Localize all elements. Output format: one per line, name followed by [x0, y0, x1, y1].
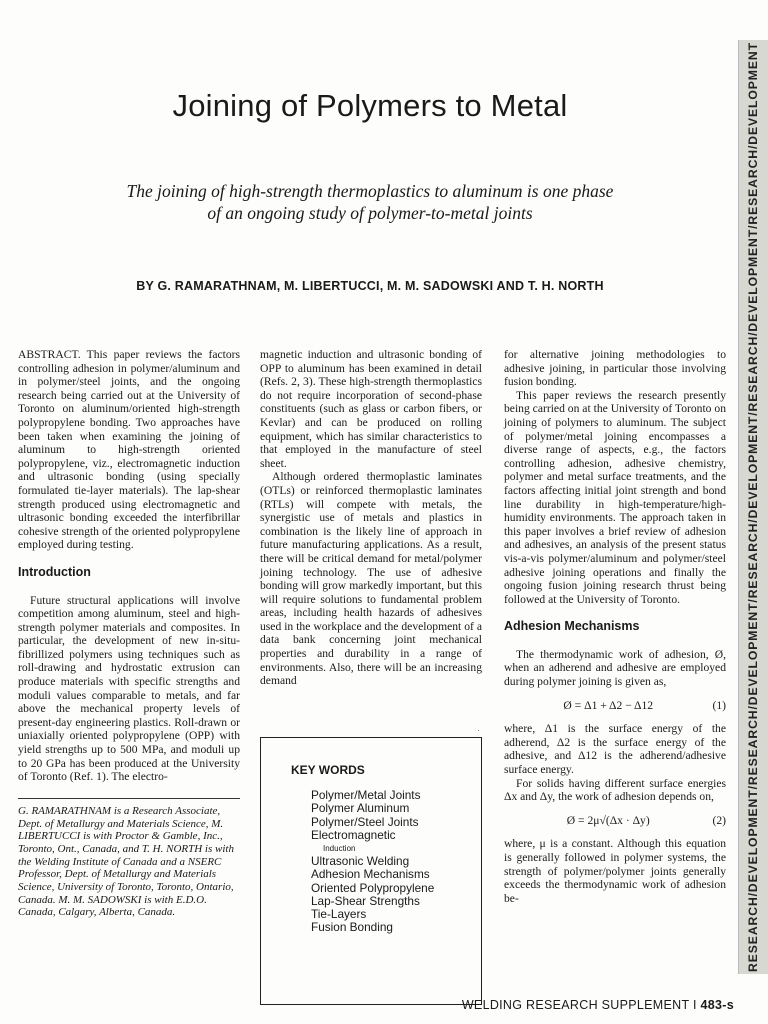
column-1 — [18, 348, 240, 919]
page-title: Joining of Polymers to Metal — [172, 88, 568, 123]
column-2 — [260, 348, 482, 688]
page-footer — [462, 998, 734, 1012]
article-subtitle — [40, 180, 700, 224]
introduction-paragraph: Future structural applications will involve competition among aluminum, steel and high-strength polymer materials and composites. In particular, the development of new in-situ-fibrillized polymers using techniques such as roll-drawing and hydrostatic extrusion can produce materials with specific strengths and moduli values comparable to metals, and far above the mechanical property levels of present-day engineering plastics. Roll-drawn or uniaxially oriented polypropylene (OPP) with yield strengths up to 500 MPa, and moduli up to 20 GPa has been produced at the University of Toronto (Ref. 1). The electro- — [18, 593, 240, 784]
keyword-item: Oriented Polypropylene — [311, 880, 435, 895]
equation-1-number: (1) — [712, 698, 726, 712]
keyword-item: Polymer/Steel Joints — [311, 814, 419, 829]
column-break-mark: · — [477, 725, 480, 735]
keywords-list — [311, 789, 481, 934]
keyword-item: Polymer Aluminum — [311, 801, 410, 816]
equation-2-expression: Ø = 2μ√(Δx · Δy) — [566, 813, 650, 827]
column-3 — [504, 348, 726, 905]
keyword-item: Adhesion Mechanisms — [311, 867, 430, 882]
subtitle-line-2: of an ongoing study of polymer-to-metal joints — [207, 203, 533, 223]
introduction-heading: Introduction — [18, 564, 91, 579]
col3-paragraph-2: This paper reviews the research presently being carried on at the University of Toronto on joining of polymers to aluminum. The subject of polymer/metal joining encompasses a diverse range of aspects, e.g., the factors controlling adhesion, adhesive chemistry, polymer and metal surface treatments, and the factors affecting initial joint strength and bond line durability in high-temperature/high-humidity environments. The approach taken in this paper involves a brief review of adhesion and adhesives, an analysis of the present status vis-a-vis polymer/aluminum and polymer/steel adhesive joining operations and finally the ongoing fusion joining research thrust being followed at the University of Toronto. — [504, 388, 726, 606]
author-bio — [18, 798, 240, 919]
keyword-item: Ultrasonic Welding — [311, 854, 410, 869]
keywords-box — [260, 737, 482, 1005]
keyword-item: Tie-Layers — [311, 907, 367, 922]
equation-1-expression: Ø = Δ1 + Δ2 − Δ12 — [563, 698, 654, 712]
journal-name: WELDING RESEARCH SUPPLEMENT I — [461, 998, 697, 1012]
abstract: ABSTRACT. This paper reviews the factors controlling adhesion in polymer/aluminum and in polymer/steel joints, and the ongoing research being carried out at the University of Toronto on aluminum/oriented high-strength polypropylene bonding. Two approaches have been taken when examining the joining of aluminum to high-strength oriented polypropylene, viz., electromagnetic induction and ultrasonic bonding (using specially formulated tie-layer materials). The lap-shear strength produced using electromagnetic and ultrasonic bonding exceeded the interfibrillar cohesive strength of the oriented polypropylene employed during testing. — [18, 348, 240, 552]
adhesion-mechanisms-heading: Adhesion Mechanisms — [504, 619, 640, 634]
keyword-item: Lap-Shear Strengths — [311, 893, 420, 908]
author-byline: BY G. RAMARATHNAM, M. LIBERTUCCI, M. M. SADOWSKI AND T. H. NORTH — [136, 279, 604, 293]
col3-paragraph-1: for alternative joining methodologies to adhesive joining, in particular those involving fusion bonding. — [504, 348, 726, 389]
equation-2-number: (2) — [712, 813, 726, 827]
page-number: 483-s — [700, 998, 734, 1012]
equation-2 — [504, 814, 726, 828]
col3-paragraph-5: For solids having different surface energies Δx and Δy, the work of adhesion depends on, — [504, 776, 726, 804]
col3-paragraph-4: where, Δ1 is the surface energy of the adherend, Δ2 is the surface energy of the adhesive, and Δ12 is the adherend/adhesive surface energy. — [504, 722, 726, 777]
subtitle-line-1: The joining of high-strength thermoplastics to aluminum is one phase — [126, 181, 614, 201]
keyword-item: Electromagnetic — [311, 827, 396, 842]
col3-paragraph-6: where, μ is a constant. Although this equation is generally followed in polymer systems, the strength of polymer/polymer joints generally exceeds the thermodynamic work of adhesion be- — [504, 837, 726, 905]
col3-paragraph-3: The thermodynamic work of adhesion, Ø, when an adherend and adhesive are employed during polymer joining is given as, — [504, 647, 726, 689]
author-bio-text: G. RAMARATHNAM is a Research Associate, Dept. of Metallurgy and Materials Science, M. LIBERTUCCI is with Proctor & Gamble, Inc., Toronto, Ont., Canada, and T. H. NORTH is with the Welding Institute of Canada and a NSERC Professor, Dept. of Metallurgy and Materials Science, University of Toronto, Toronto, Ontario, Canada. M. M. SADOWSKI is with E.D.O. Canada, Calgary, Alberta, Canada. — [18, 804, 234, 919]
keyword-item: Fusion Bonding — [311, 920, 393, 935]
equation-1 — [504, 699, 726, 713]
keywords-heading: KEY WORDS — [291, 763, 365, 777]
col2-paragraph-2: Although ordered thermoplastic laminates (OTLs) or reinforced thermoplastic laminates (RTLs) will compete with metals, the synergistic use of metals and plastics in combination is the likely line of approach in future manufacturing applications. As a result, there will be critical demand for metal/polymer joining technology. The use of adhesive bonding will grow markedly important, but this will require solutions to fundamental problem areas, including health hazards of adhesives used in the workplace and the development of a data bank concerning joint mechanical properties and durability in a range of environments. Also, there will be an increasing demand — [260, 470, 482, 688]
keyword-item: Polymer/Metal Joints — [311, 788, 421, 803]
col2-paragraph-1: magnetic induction and ultrasonic bonding of OPP to aluminum has been examined in detail (Refs. 2, 3). These high-strength thermoplastics do not require incorporation of second-phase constituents (such as glass or carbon fibers, or Kevlar) and can be produced on rolling equipment, which has similar characteristics to that employed in the manufacture of steel sheet. — [260, 348, 482, 470]
section-stripe-text: RESEARCH/DEVELOPMENT/RESEARCH/DEVELOPMENT/RESEARCH/DEVELOPMENT/RESEARCH/DEVELOPMENT/RESEARCH/DEVELOPMENT — [746, 42, 760, 972]
keyword-item: Induction — [323, 844, 356, 854]
